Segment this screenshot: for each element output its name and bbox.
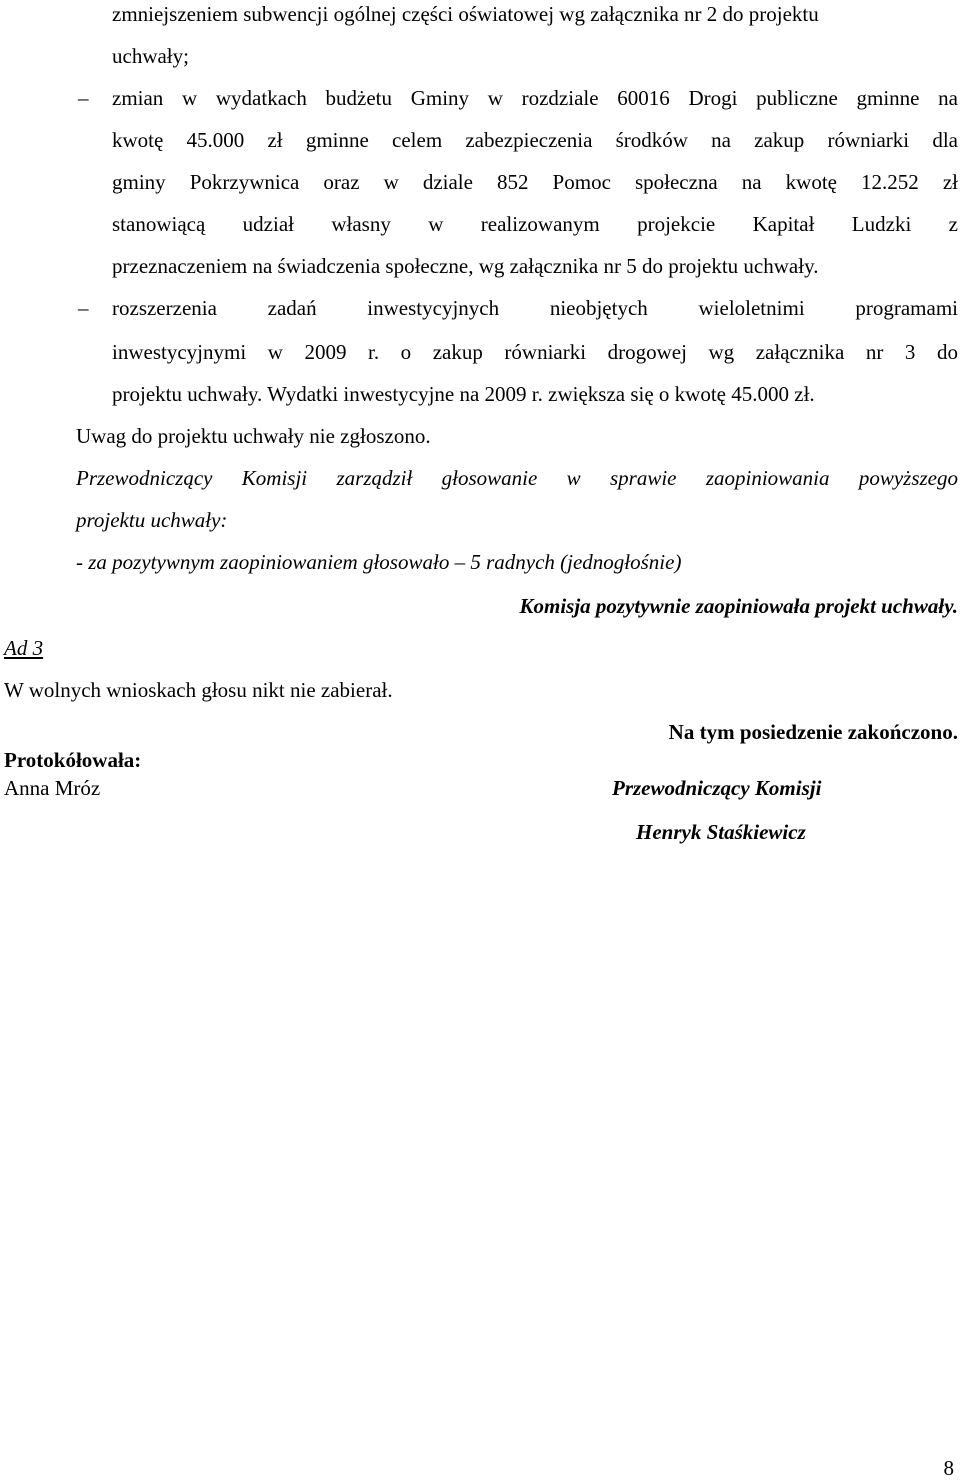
paragraph-line: inwestycyjnymi w 2009 r. o zakup równiarki drogowej wg załącznika nr 3 do (112, 340, 958, 364)
list-dash: – (78, 86, 89, 110)
chair-name: Henryk Staśkiewicz (636, 820, 806, 844)
page-number: 8 (943, 1456, 954, 1480)
vote-intro-line: Przewodniczący Komisji zarządził głosowanie w sprawie zaopiniowania powyższego (76, 466, 958, 490)
vote-result: - za pozytywnym zaopiniowaniem głosowało – 5 radnych (jednogłośnie) (76, 550, 682, 574)
paragraph-line: zmian w wydatkach budżetu Gminy w rozdziale 60016 Drogi publiczne gminne na (112, 86, 958, 110)
ad3-text: W wolnych wnioskach głosu nikt nie zabierał. (4, 678, 393, 702)
recorder-name: Anna Mróz (4, 776, 101, 800)
chair-title: Przewodniczący Komisji (612, 776, 822, 800)
paragraph-line: stanowiącą udział własny w realizowanym projekcie Kapitał Ludzki z (112, 212, 958, 236)
closing-statement: Na tym posiedzenie zakończono. (668, 720, 958, 744)
paragraph-line: przeznaczeniem na świadczenia społeczne, wg załącznika nr 5 do projektu uchwały. (112, 254, 819, 278)
no-remarks-text: Uwag do projektu uchwały nie zgłoszono. (76, 424, 431, 448)
vote-intro-line: projektu uchwały: (76, 508, 228, 532)
paragraph-line: kwotę 45.000 zł gminne celem zabezpieczenia środków na zakup równiarki dla (112, 128, 958, 152)
committee-opinion: Komisja pozytywnie zaopiniowała projekt uchwały. (519, 594, 958, 618)
paragraph-line: zmniejszeniem subwencji ogólnej części oświatowej wg załącznika nr 2 do projektu (112, 2, 819, 26)
paragraph-line: projektu uchwały. Wydatki inwestycyjne na 2009 r. zwiększa się o kwotę 45.000 zł. (112, 382, 815, 406)
list-dash: – (78, 296, 89, 320)
paragraph-line: gminy Pokrzywnica oraz w dziale 852 Pomoc społeczna na kwotę 12.252 zł (112, 170, 958, 194)
paragraph-line: rozszerzenia zadań inwestycyjnych nieobjętych wieloletnimi programami (112, 296, 958, 320)
paragraph-line: uchwały; (112, 44, 189, 68)
section-heading-ad3: Ad 3 (4, 636, 44, 660)
recorder-label: Protokółowała: (4, 748, 142, 772)
